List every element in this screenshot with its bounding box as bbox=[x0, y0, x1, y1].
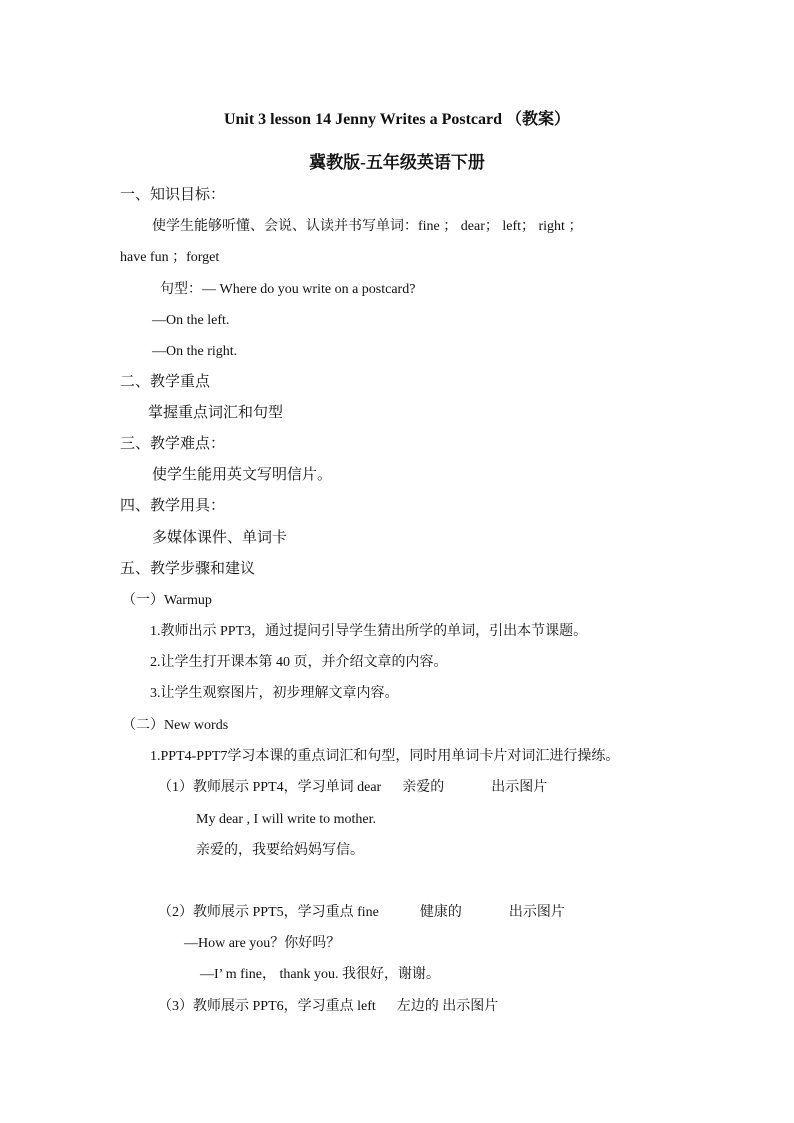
section-heading-teaching-steps: 五、教学步骤和建议 bbox=[120, 561, 256, 577]
dialogue-answer: —I’ m fine， thank you. 我很好，谢谢。 bbox=[200, 967, 441, 982]
sub-step-3-text: （3）教师展示 PPT6，学习重点 left bbox=[158, 999, 376, 1014]
warmup-item-2: 2.让学生打开课本第 40 页，并介绍文章的内容。 bbox=[150, 655, 448, 670]
new-words-item-1: 1.PPT4-PPT7学习本课的重点词汇和句型，同时用单词卡片对词汇进行操练。 bbox=[150, 749, 620, 764]
sub-step-3 bbox=[158, 998, 498, 1016]
sentence-pattern-answer-right: —On the right. bbox=[152, 344, 238, 359]
example-sentence-chinese: 亲爱的，我要给妈妈写信。 bbox=[196, 843, 364, 858]
section-heading-teaching-tools: 四、教学用具： bbox=[120, 498, 226, 514]
sub-step-2-text: （2）教师展示 PPT5，学习重点 fine bbox=[158, 905, 379, 920]
dialogue-question: —How are you？你好吗？ bbox=[184, 936, 341, 951]
step-heading-new-words: （二）New words bbox=[122, 718, 229, 733]
sub-step-2-meaning: 健康的 bbox=[419, 905, 462, 920]
teaching-tools-text: 多媒体课件、单词卡 bbox=[152, 530, 288, 546]
sub-step-2 bbox=[158, 904, 565, 922]
document-subtitle: 冀教版-五年级英语下册 bbox=[309, 153, 485, 172]
section-heading-knowledge-goals: 一、知识目标： bbox=[120, 187, 226, 203]
vocabulary-line-continued: have fun ；forget bbox=[120, 250, 220, 265]
sentence-pattern-question: 句型：— Where do you write on a postcard? bbox=[160, 282, 416, 297]
document-title: Unit 3 lesson 14 Jenny Writes a Postcard （教案） bbox=[223, 111, 571, 128]
sub-step-1-meaning: 亲爱的 bbox=[402, 780, 445, 795]
sub-step-1-text: （1）教师展示 PPT4，学习单词 dear bbox=[158, 780, 382, 795]
key-points-text: 掌握重点词汇和句型 bbox=[148, 405, 284, 421]
warmup-item-1: 1.教师出示 PPT3，通过提问引导学生猜出所学的单词，引出本节课题。 bbox=[150, 624, 588, 639]
sentence-pattern-answer-left: —On the left. bbox=[152, 313, 230, 328]
section-heading-difficulties: 三、教学难点： bbox=[120, 436, 226, 452]
difficulties-text: 使学生能用英文写明信片。 bbox=[152, 467, 333, 483]
sub-step-3-meaning: 左边的 出示图片 bbox=[396, 999, 499, 1014]
sub-step-1-show-picture: 出示图片 bbox=[491, 780, 548, 795]
sub-step-1 bbox=[158, 779, 547, 797]
vocabulary-line: 使学生能够听懂、会说、认读并书写单词：fine ； dear； left； right ； bbox=[152, 219, 583, 234]
step-heading-warmup: （一）Warmup bbox=[122, 593, 212, 608]
warmup-item-3: 3.让学生观察图片，初步理解文章内容。 bbox=[150, 686, 399, 701]
sub-step-2-show-picture: 出示图片 bbox=[508, 905, 565, 920]
example-sentence-english: My dear , I will write to mother. bbox=[196, 812, 377, 827]
section-heading-key-points: 二、教学重点 bbox=[120, 374, 211, 390]
